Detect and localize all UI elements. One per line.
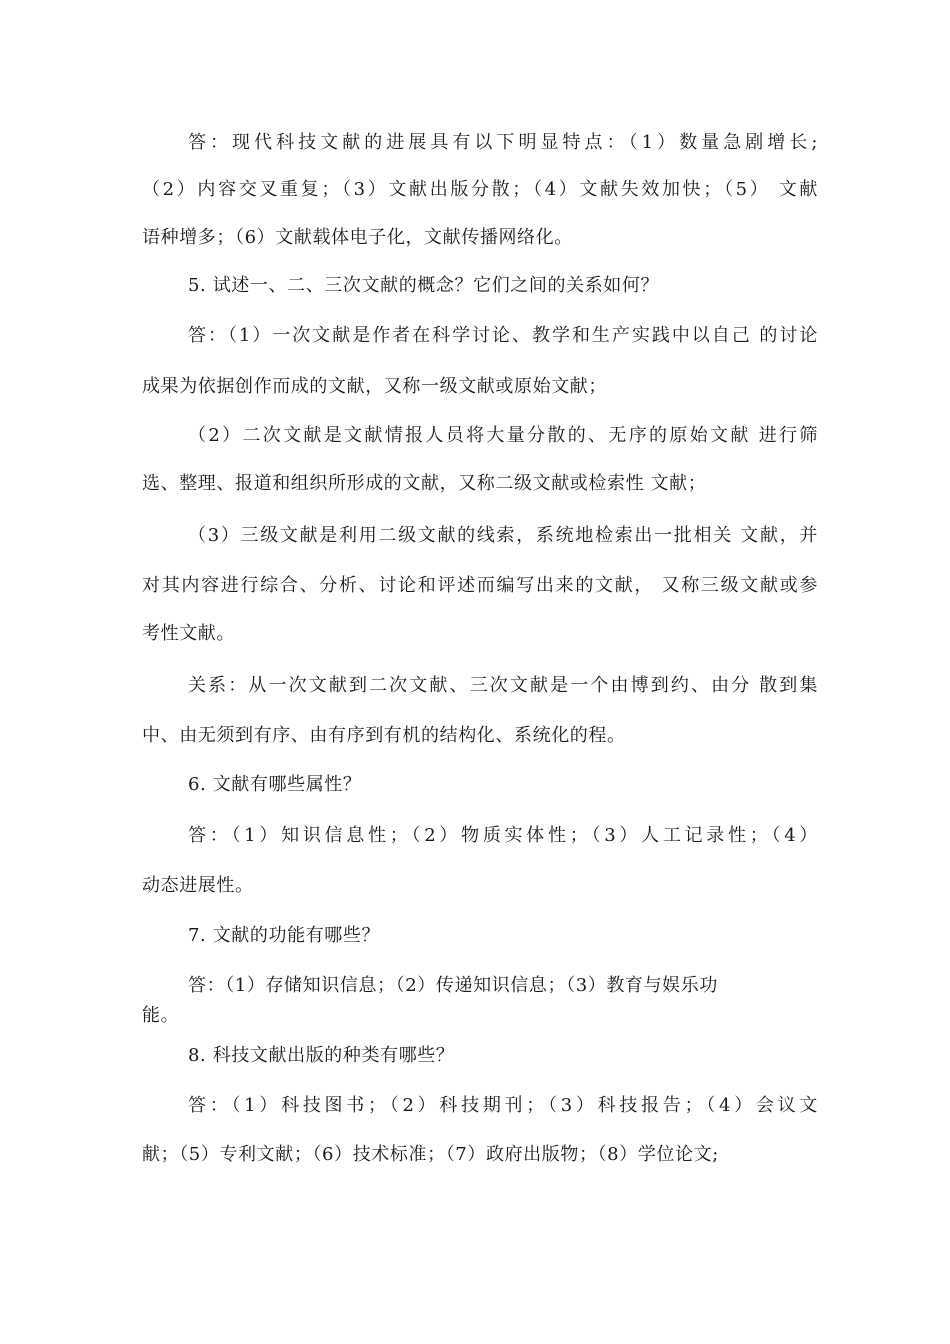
answer-8-line-2: 献；（5）专利文献；（6）技术标准；（7）政府出版物；（8）学位论文; (142, 1144, 719, 1165)
answer-4-line-2: （2）内容交叉重复；（3）文献出版分散；（4）文献失效加快；（5） 文献 (142, 179, 818, 200)
answer-8-line-1: 答：（1）科技图书；（2）科技期刊；（3）科技报告；（4）会议文 (188, 1095, 818, 1116)
answer-4-line-1: 答：现代科技文献的进展具有以下明显特点：（1）数量急剧增长; (188, 132, 818, 153)
answer-6-line-1: 答：（1）知识信息性；（2）物质实体性；（3）人工记录性；（4） (188, 825, 818, 846)
answer-5-part-1-line-2: 成果为依据创作而成的文献，又称一级文献或原始文献； (142, 376, 607, 397)
answer-4-line-3: 语种增多；（6）文献载体电子化，文献传播网络化。 (142, 227, 573, 248)
question-8: 8. 科技文献出版的种类有哪些？ (188, 1045, 455, 1066)
answer-5-part-1-line-1: 答：（1）一次文献是作者在科学讨论、教学和生产实践中以自己 的讨论 (188, 325, 818, 346)
question-6: 6. 文献有哪些属性？ (188, 774, 362, 795)
answer-7-line-1: 答：（1）存储知识信息；（2）传递知识信息；（3）教育与娱乐功 (188, 975, 718, 996)
relationship-line-2: 中、由无须到有序、由有序到有机的结构化、系统化的程。 (142, 725, 626, 746)
answer-5-part-3-line-2: 对其内容进行综合、分析、讨论和评述而编写出来的文献， 又称三级文献或参 (142, 575, 818, 596)
question-5: 5. 试述一、二、三次文献的概念？它们之间的关系如何？ (188, 275, 660, 296)
answer-7-line-2: 能。 (142, 1005, 180, 1026)
answer-5-part-2-line-1: （2）二次文献是文献情报人员将大量分散的、无序的原始文献 进行筛 (188, 425, 818, 446)
answer-5-part-3-line-3: 考性文献。 (142, 623, 235, 644)
answer-6-line-2: 动态进展性。 (142, 875, 254, 896)
relationship-line-1: 关系：从一次文献到二次文献、三次文献是一个由博到约、由分 散到集 (188, 675, 818, 696)
answer-5-part-2-line-2: 选、整理、报道和组织所形成的文献，又称二级文献或检索性 文献； (142, 473, 707, 494)
question-7: 7. 文献的功能有哪些？ (188, 925, 381, 946)
answer-5-part-3-line-1: （3）三级文献是利用二级文献的线索，系统地检索出一批相关 文献，并 (188, 525, 818, 546)
